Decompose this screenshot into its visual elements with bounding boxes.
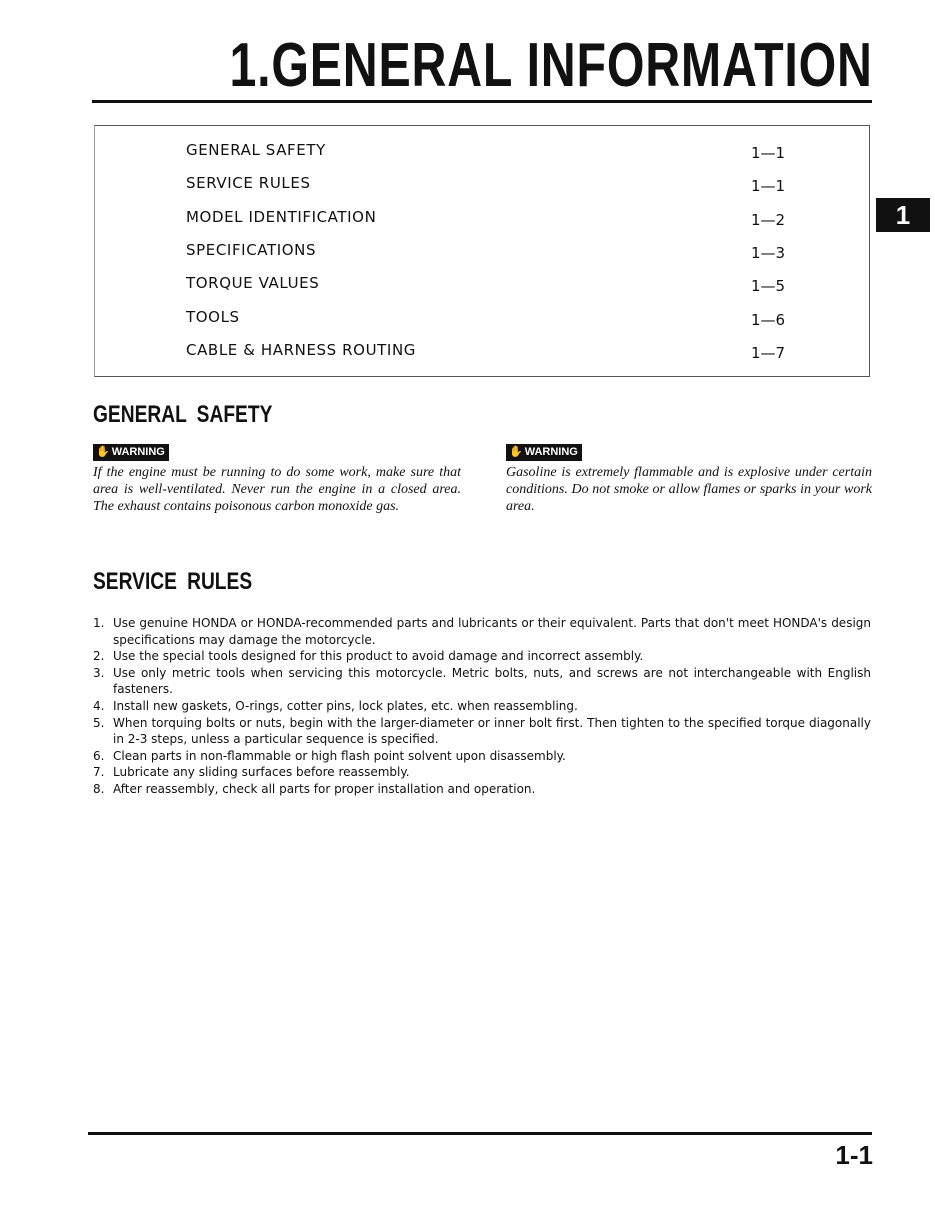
toc-row: [95, 174, 869, 198]
toc-row: [95, 208, 869, 232]
toc-row: [95, 141, 869, 165]
list-item: [93, 665, 871, 698]
page-number: 1-1: [835, 1140, 873, 1170]
list-item: [93, 748, 871, 765]
footer-rule: [88, 1132, 872, 1135]
table-of-contents: [94, 125, 870, 377]
toc-row: [95, 341, 869, 365]
list-item: [93, 764, 871, 781]
list-item-number: 6.: [93, 748, 105, 763]
warning-badge-label: WARNING: [111, 446, 165, 458]
list-item: [93, 648, 871, 665]
chapter-title: 1.GENERAL INFORMATION: [229, 31, 873, 100]
toc-page: 1—6: [751, 311, 786, 329]
general-safety-heading: GENERAL SAFETY: [93, 401, 273, 428]
toc-page: 1—3: [751, 244, 786, 262]
toc-row: [95, 308, 869, 332]
toc-label: CABLE & HARNESS ROUTING: [186, 341, 417, 359]
list-item-number: 1.: [93, 616, 105, 630]
toc-label: GENERAL SAFETY: [186, 141, 326, 159]
toc-row: [95, 274, 869, 298]
list-item-number: 5.: [93, 715, 105, 730]
toc-page: 1—5: [751, 277, 786, 295]
list-item-number: 2.: [93, 649, 105, 664]
title-rule: [92, 100, 872, 103]
list-item-text: Clean parts in non-flammable or high flash point solvent upon disassembly.: [113, 748, 566, 763]
toc-page: 1—2: [751, 211, 786, 229]
list-item: [93, 781, 871, 798]
service-rules-list: [93, 615, 871, 798]
warning-text-engine: If the engine must be running to do some work, make sure that area is well-ventilated. Never run the engine in a closed area. The exhaust contains poisonous carbon monoxide gas.: [93, 465, 461, 514]
list-item-text: After reassembly, check all parts for proper installation and operation.: [113, 781, 536, 796]
warning-badge: [506, 444, 582, 461]
toc-page: 1—7: [751, 344, 786, 362]
list-item-number: 7.: [93, 765, 105, 780]
warning-hand-icon: ✋: [96, 446, 110, 458]
list-item: [93, 615, 871, 648]
warning-hand-icon: ✋: [509, 446, 523, 458]
toc-label: MODEL IDENTIFICATION: [186, 208, 377, 226]
toc-row: [95, 241, 869, 265]
warning-text-gasoline: Gasoline is extremely flammable and is explosive under certain conditions. Do not smoke or allow flames or sparks in your work area.: [506, 465, 872, 514]
chapter-tab: 1: [876, 198, 930, 232]
list-item-number: 8.: [93, 781, 105, 796]
list-item: [93, 715, 871, 748]
toc-label: TORQUE VALUES: [186, 274, 320, 292]
list-item-text: Install new gaskets, O-rings, cotter pins, lock plates, etc. when reassembling.: [113, 698, 578, 713]
list-item-text: Lubricate any sliding surfaces before reassembly.: [113, 765, 410, 780]
list-item: [93, 698, 871, 715]
warning-badge-label: WARNING: [524, 446, 578, 458]
warning-badge: [93, 444, 169, 461]
list-item-text: Use only metric tools when servicing this motorcycle. Metric bolts, nuts, and screws are not interchangeable with English fasteners.: [113, 665, 871, 697]
toc-page: 1—1: [751, 177, 786, 195]
list-item-text: Use genuine HONDA or HONDA-recommended parts and lubricants or their equivalent. Parts that don't meet HONDA's design specifications may damage the motorcycle.: [113, 616, 871, 647]
toc-label: SERVICE RULES: [186, 174, 311, 192]
list-item-text: When torquing bolts or nuts, begin with the larger-diameter or inner bolt first. Then tighten to the specified torque diagonally in 2-3 steps, unless a particular sequence is specified.: [113, 715, 871, 747]
toc-page: 1—1: [751, 144, 786, 162]
service-rules-heading: SERVICE RULES: [93, 568, 253, 595]
toc-label: TOOLS: [186, 308, 240, 326]
list-item-text: Use the special tools designed for this product to avoid damage and incorrect assembly.: [113, 649, 644, 664]
toc-label: SPECIFICATIONS: [186, 241, 317, 259]
list-item-number: 4.: [93, 698, 105, 713]
list-item-number: 3.: [93, 665, 105, 680]
